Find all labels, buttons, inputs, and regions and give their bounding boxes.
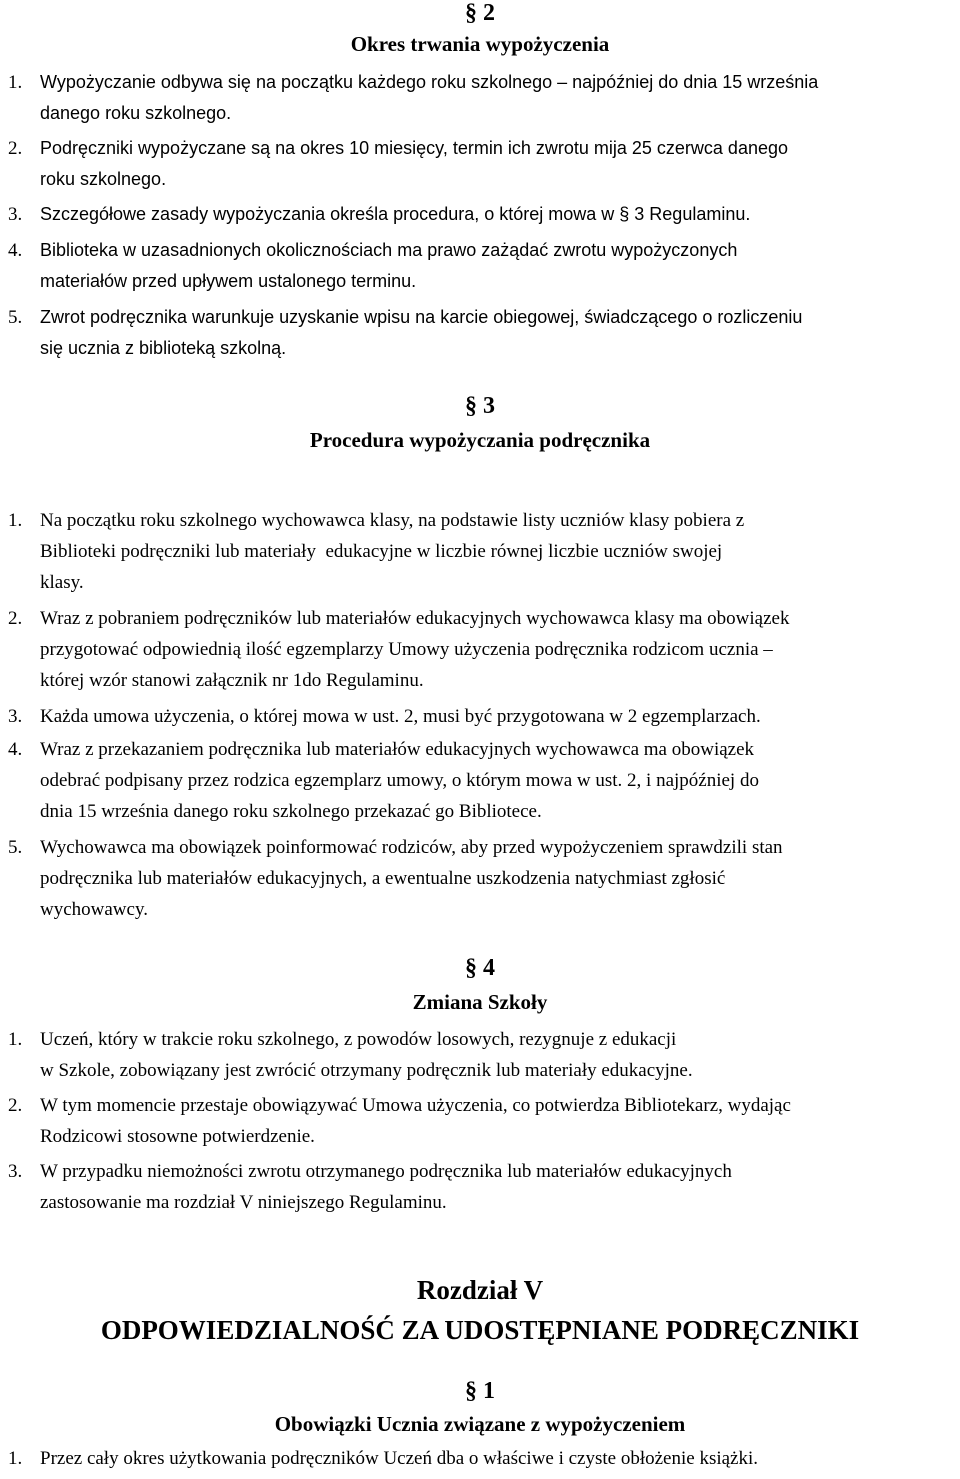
item-number: 4. [8, 739, 23, 760]
chapter-subtitle: ODPOWIEDZIALNOŚĆ ZA UDOSTĘPNIANE PODRĘCZNIKI [100, 1315, 860, 1345]
item-number: 2. [8, 608, 23, 629]
chapter-section-symbol: § 1 [465, 1378, 495, 1404]
item-line: się ucznia z biblioteką szkolną. [40, 338, 287, 358]
list-item [8, 1090, 952, 1152]
item-number: 3. [8, 1161, 23, 1182]
item-line: Biblioteki podręczniki lub materiały edukacyjne w liczbie równej liczbie uczniów swojej [40, 541, 723, 562]
item-number: 2. [8, 138, 23, 159]
list-item [8, 505, 952, 598]
item-line: Biblioteka w uzasadnionych okolicznościach ma prawo zażądać zwrotu wypożyczonych [40, 240, 738, 260]
item-line: Uczeń, który w trakcie roku szkolnego, z powodów losowych, rezygnuje z edukacji [40, 1029, 677, 1050]
item-line: podręcznika lub materiałów edukacyjnych, a ewentualne uszkodzenia natychmiast zgłosić [40, 868, 726, 889]
section-2-symbol: § 2 [465, 0, 495, 26]
item-line: Wychowawca ma obowiązek poinformować rodziców, aby przed wypożyczeniem sprawdzili stan [40, 837, 783, 858]
chapter-title: Rozdział V [416, 1275, 544, 1305]
list-item [8, 603, 952, 696]
list-item [8, 701, 952, 732]
item-number: 2. [8, 1095, 23, 1116]
item-line: klasy. [40, 572, 84, 593]
item-line: zastosowanie ma rozdział V niniejszego Regulaminu. [40, 1192, 447, 1213]
list-item [8, 734, 952, 827]
section-4-title: Zmiana Szkoły [412, 990, 548, 1014]
item-line: Podręczniki wypożyczane są na okres 10 miesięcy, termin ich zwrotu mija 25 czerwca danego [40, 138, 788, 158]
item-number: 4. [8, 240, 23, 261]
item-line: wychowawcy. [40, 899, 148, 920]
item-line: W tym momencie przestaje obowiązywać Umowa użyczenia, co potwierdza Bibliotekarz, wydając [40, 1095, 791, 1116]
item-line: Przez cały okres użytkowania podręczników Uczeń dba o właściwe i czyste obłożenie książki. [40, 1448, 759, 1469]
item-line: Każda umowa użyczenia, o której mowa w ust. 2, musi być przygotowana w 2 egzemplarzach. [40, 706, 761, 727]
item-number: 3. [8, 706, 23, 727]
item-number: 1. [8, 1029, 23, 1050]
item-line: Na początku roku szkolnego wychowawca klasy, na podstawie listy uczniów klasy pobiera z [40, 510, 745, 531]
item-number: 1. [8, 510, 23, 531]
list-item [8, 133, 952, 195]
item-number: 1. [8, 1448, 23, 1469]
section-4-symbol: § 4 [465, 955, 495, 981]
list-item [8, 1024, 952, 1086]
item-number: 1. [8, 72, 23, 93]
item-line: W przypadku niemożności zwrotu otrzymanego podręcznika lub materiałów edukacyjnych [40, 1161, 732, 1182]
list-item [8, 302, 952, 364]
item-line: danego roku szkolnego. [40, 103, 232, 123]
chapter-section-title: Obowiązki Ucznia związane z wypożyczeniem [274, 1412, 686, 1436]
list-item [8, 67, 952, 129]
list-item [8, 199, 952, 230]
item-line: Szczegółowe zasady wypożyczania określa procedura, o której mowa w § 3 Regulaminu. [40, 204, 751, 224]
item-line: Wraz z przekazaniem podręcznika lub materiałów edukacyjnych wychowawca ma obowiązek [40, 739, 755, 760]
list-item [8, 1156, 952, 1218]
item-line: przygotować odpowiednią ilość egzemplarzy Umowy użyczenia podręcznika rodzicom ucznia – [40, 639, 773, 660]
section-3-title: Procedura wypożyczania podręcznika [309, 428, 651, 452]
item-line: Rodzicowi stosowne potwierdzenie. [40, 1126, 315, 1147]
item-number: 5. [8, 837, 23, 858]
list-item [8, 1443, 952, 1474]
item-line: roku szkolnego. [40, 169, 167, 189]
item-line: w Szkole, zobowiązany jest zwrócić otrzymany podręcznik lub materiały edukacyjne. [40, 1060, 693, 1081]
list-item [8, 832, 952, 925]
item-line: materiałów przed upływem ustalonego terminu. [40, 271, 417, 291]
item-line: Zwrot podręcznika warunkuje uzyskanie wpisu na karcie obiegowej, świadczącego o rozliczeniu [40, 307, 803, 327]
item-line: której wzór stanowi załącznik nr 1do Regulaminu. [40, 670, 424, 691]
item-line: Wypożyczanie odbywa się na początku każdego roku szkolnego – najpóźniej do dnia 15 września [40, 72, 819, 92]
item-line: Wraz z pobraniem podręczników lub materiałów edukacyjnych wychowawca klasy ma obowiązek [40, 608, 790, 629]
item-number: 5. [8, 307, 23, 328]
section-2-title: Okres trwania wypożyczenia [350, 32, 610, 56]
item-line: dnia 15 września danego roku szkolnego przekazać go Bibliotece. [40, 801, 542, 822]
section-3-symbol: § 3 [465, 393, 495, 419]
item-line: odebrać podpisany przez rodzica egzemplarz umowy, o którym mowa w ust. 2, i najpóźniej do [40, 770, 759, 791]
list-item [8, 235, 952, 297]
item-number: 3. [8, 204, 23, 225]
